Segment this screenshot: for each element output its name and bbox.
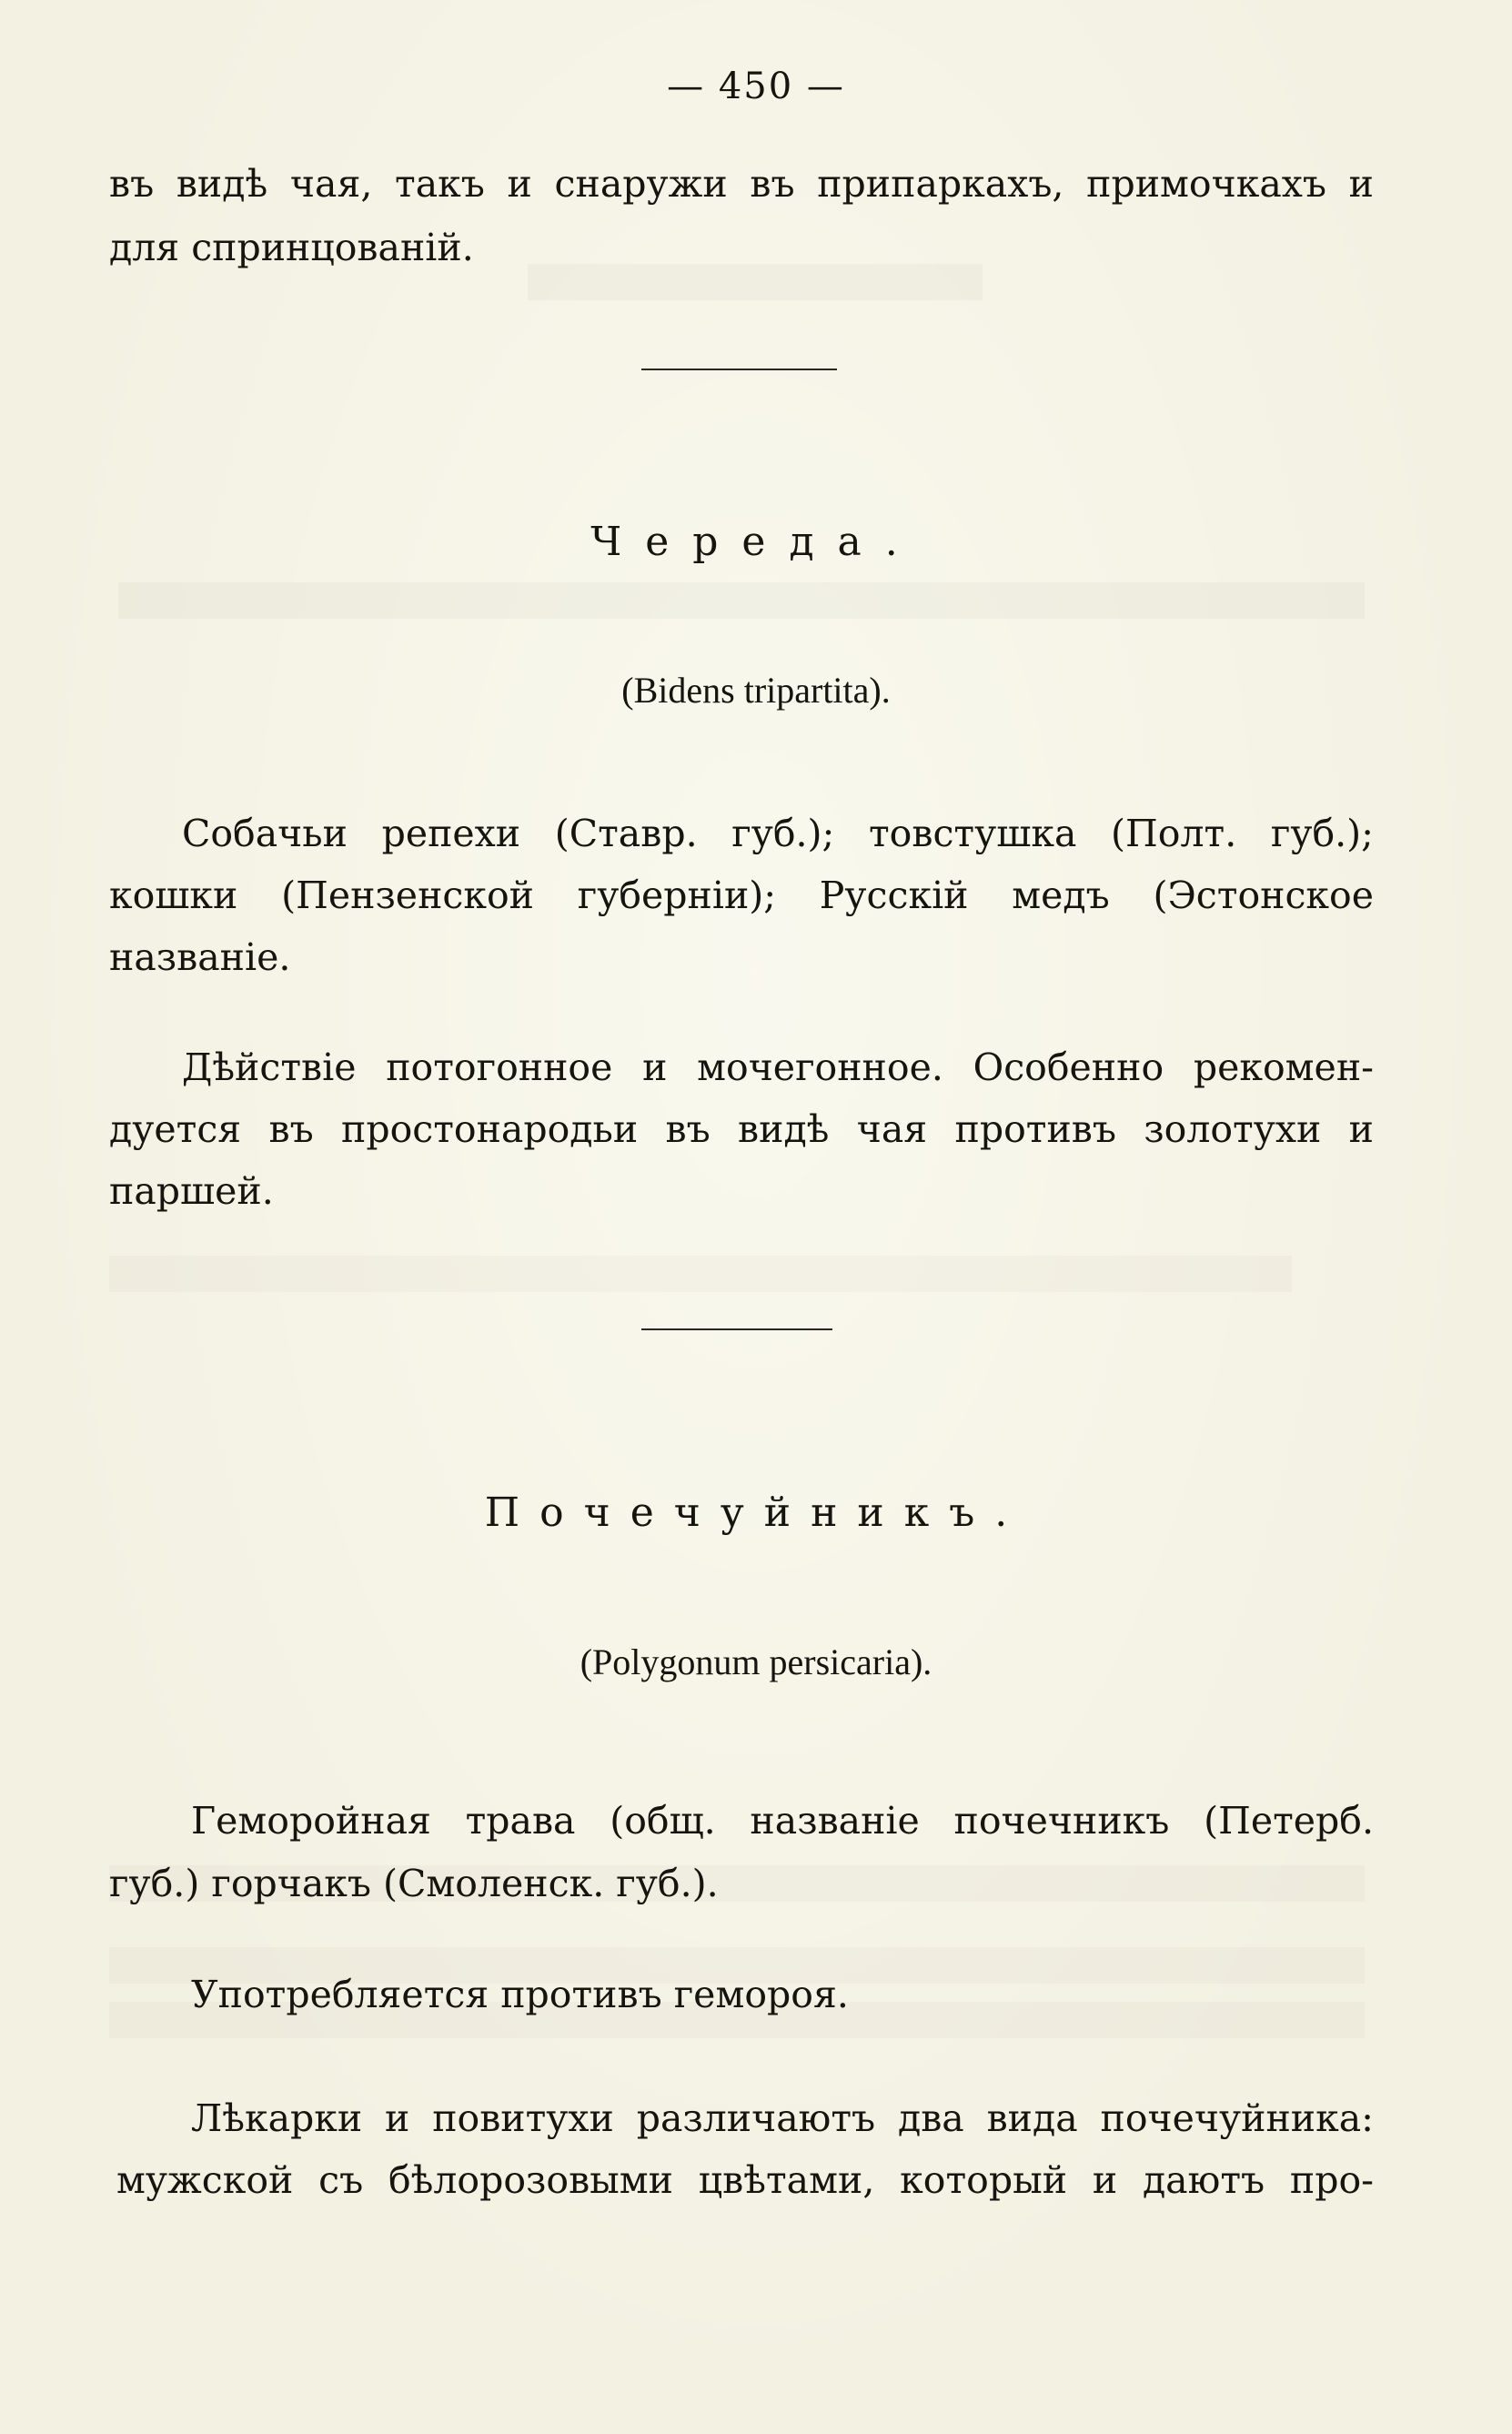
latin-name: (Polygonum persicaria). [580,1641,932,1682]
body-line: паршей. [109,1169,274,1213]
entry-title: Почечуйникъ. [484,1490,1028,1536]
section-divider [641,1328,832,1330]
body-line: Геморойная трава (общ. названіе почечникъ (Петерб. [191,1799,1374,1843]
section-divider [641,369,837,370]
page-number: — 450 — [667,66,845,107]
body-line: кошки (Пензенской губерніи); Русскій медъ (Эстонское [109,874,1374,917]
body-line: для спринцованій. [109,226,474,269]
body-line: дуется въ простонародьи въ видѣ чая противъ золотухи и [109,1107,1374,1151]
show-through-texture [118,582,1365,619]
body-line: въ видѣ чая, такъ и снаружи въ припаркахъ, примочкахъ и [109,162,1374,206]
body-line: Употребляется противъ гемороя. [191,1973,849,2016]
body-line: названіе. [109,935,291,979]
latin-name: (Bidens tripartita). [621,670,891,711]
entry-title: Череда. [590,519,922,565]
body-line: Собачьи репехи (Ставр. губ.); товстушка (Полт. губ.); [182,812,1374,855]
body-line: Лѣкарки и повитухи различаютъ два вида почечуйника: [191,2096,1374,2140]
body-line: губ.) горчакъ (Смоленск. губ.). [109,1862,719,1905]
body-line: Дѣйствіе потогонное и мочегонное. Особенно рекомен- [182,1045,1374,1089]
body-line: мужской съ бѣлорозовыми цвѣтами, который и даютъ про- [116,2158,1374,2202]
show-through-texture [109,1256,1292,1292]
